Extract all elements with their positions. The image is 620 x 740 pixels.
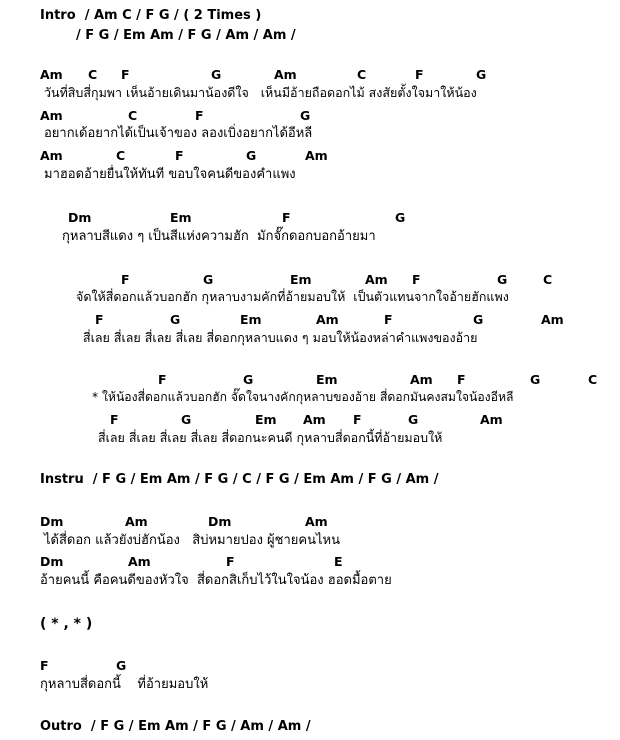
chord: F — [95, 312, 104, 327]
chord: Em — [290, 272, 312, 287]
chord: F — [457, 372, 466, 387]
chord: Em — [240, 312, 262, 327]
intro-line: Intro / Am C / F G / ( 2 Times ) — [40, 8, 262, 23]
chord: C — [88, 67, 98, 82]
chord: Am — [305, 514, 328, 529]
lyric-ch1: จัดให้สี่ดอกแล้วบอกฮัก กุหลาบงามคักที่อ้ายมอบให้ เป็นตัวแทนจากใจอ้ายฮักแพง — [76, 289, 509, 304]
chord: E — [334, 554, 343, 569]
chord: Am — [305, 148, 328, 163]
chord: G — [395, 210, 406, 225]
chord: C — [588, 372, 598, 387]
chord: Am — [316, 312, 339, 327]
intro-line-2: / F G / Em Am / F G / Am / Am / — [76, 28, 296, 43]
lyric-pre: กุหลาบสีแดง ๆ เป็นสีแห่งความฮัก มักจั๊กดอกบอกอ้ายมา — [62, 229, 376, 244]
lyric-end: กุหลาบสี่ดอกนี้ ที่อ้ายมอบให้ — [40, 677, 209, 692]
chord-row-ch1 — [0, 272, 620, 288]
chord: Am — [40, 67, 63, 82]
chord: C — [128, 108, 138, 123]
chord-row-v3 — [0, 148, 620, 164]
chord: F — [110, 412, 119, 427]
chord-row-ch3 — [0, 372, 620, 388]
chord-row-end — [0, 658, 620, 674]
chord: Am — [410, 372, 433, 387]
chord: F — [121, 67, 130, 82]
lyric-b2: อ้ายคนนี้ คือคนดีของหัวใจ สี่ดอกสิเก็บไว้ในใจน้อง ฮอดมื้อตาย — [40, 573, 392, 588]
chord-row-ch2 — [0, 312, 620, 328]
chord: Am — [40, 108, 63, 123]
chord: F — [282, 210, 291, 225]
chord: Dm — [40, 554, 64, 569]
chord: Am — [541, 312, 564, 327]
chord: G — [473, 312, 484, 327]
chord: F — [121, 272, 130, 287]
chord: G — [116, 658, 127, 673]
chord: Am — [365, 272, 388, 287]
chord-row-b2 — [0, 554, 620, 570]
chord-row-ch4 — [0, 412, 620, 428]
chord: G — [170, 312, 181, 327]
chord: G — [211, 67, 222, 82]
chord-row-v2 — [0, 108, 620, 124]
lyric-v2: อยากเด้อยากได้เป็นเจ้าของ ลองเบิ่งอยากได้อีหลี — [44, 126, 313, 141]
chord-row-v1 — [0, 67, 620, 83]
chord: C — [116, 148, 126, 163]
chord: Dm — [68, 210, 92, 225]
chord-row-pre — [0, 210, 620, 226]
lyric-ch2: สี่เลย สี่เลย สี่เลย สี่เลย สี่ดอกกุหลาบแดง ๆ มอบให้น้องหล่าคำแพงของอ้าย — [83, 330, 478, 345]
chord: G — [181, 412, 192, 427]
chord: F — [415, 67, 424, 82]
chord: G — [497, 272, 508, 287]
chord: F — [40, 658, 49, 673]
lyric-ch3: * ให้น้องสี่ดอกแล้วบอกฮัก จั๊ดใจนางคักกุหลาบของอ้าย สี่ดอกมันคงสมใจน้องอีหลี — [92, 390, 514, 404]
chord: F — [158, 372, 167, 387]
chord: G — [246, 148, 257, 163]
chord: F — [195, 108, 204, 123]
chord: Am — [128, 554, 151, 569]
chord: C — [543, 272, 553, 287]
chord: G — [530, 372, 541, 387]
chord: G — [243, 372, 254, 387]
chord: Am — [40, 148, 63, 163]
chord: Am — [274, 67, 297, 82]
lyric-v1: วันที่สิบสี่กุมพา เห็นอ้ายเดินมาน้องดีใจ เห็นมีอ้ายถือดอกไม้ สงสัยตั้งใจมาให้น้อง — [44, 85, 477, 100]
chord: Am — [480, 412, 503, 427]
chord: Am — [125, 514, 148, 529]
chord: Em — [255, 412, 277, 427]
lyric-ch4: สี่เลย สี่เลย สี่เลย สี่เลย สี่ดอกนะคนดี กุหลาบสี่ดอกนี้ที่อ้ายมอบให้ — [98, 430, 443, 445]
chord: F — [175, 148, 184, 163]
chord: Dm — [208, 514, 232, 529]
chord: Dm — [40, 514, 64, 529]
lyric-b1: ได้สี่ดอก แล้วยังบ่ฮักน้อง สิบ่หมายปอง ผู้ชายคนไหน — [44, 533, 340, 548]
chord: Em — [316, 372, 338, 387]
chord: G — [203, 272, 214, 287]
chord: F — [226, 554, 235, 569]
lyric-v3: มาฮอดอ้ายยื่นให้ทันที ขอบใจคนดีของคำแพง — [44, 167, 296, 182]
chord: G — [408, 412, 419, 427]
chord: F — [384, 312, 393, 327]
chord-row-b1 — [0, 514, 620, 530]
chord: G — [476, 67, 487, 82]
chord: Em — [170, 210, 192, 225]
chord: Am — [303, 412, 326, 427]
chord: F — [412, 272, 421, 287]
repeat-marker: ( * , * ) — [40, 616, 93, 632]
chord: C — [357, 67, 367, 82]
instrumental-line: Instru / F G / Em Am / F G / C / F G / Em Am / F G / Am / — [40, 472, 439, 487]
chord: G — [300, 108, 311, 123]
chord: F — [353, 412, 362, 427]
outro-line: Outro / F G / Em Am / F G / Am / Am / — [40, 719, 311, 734]
